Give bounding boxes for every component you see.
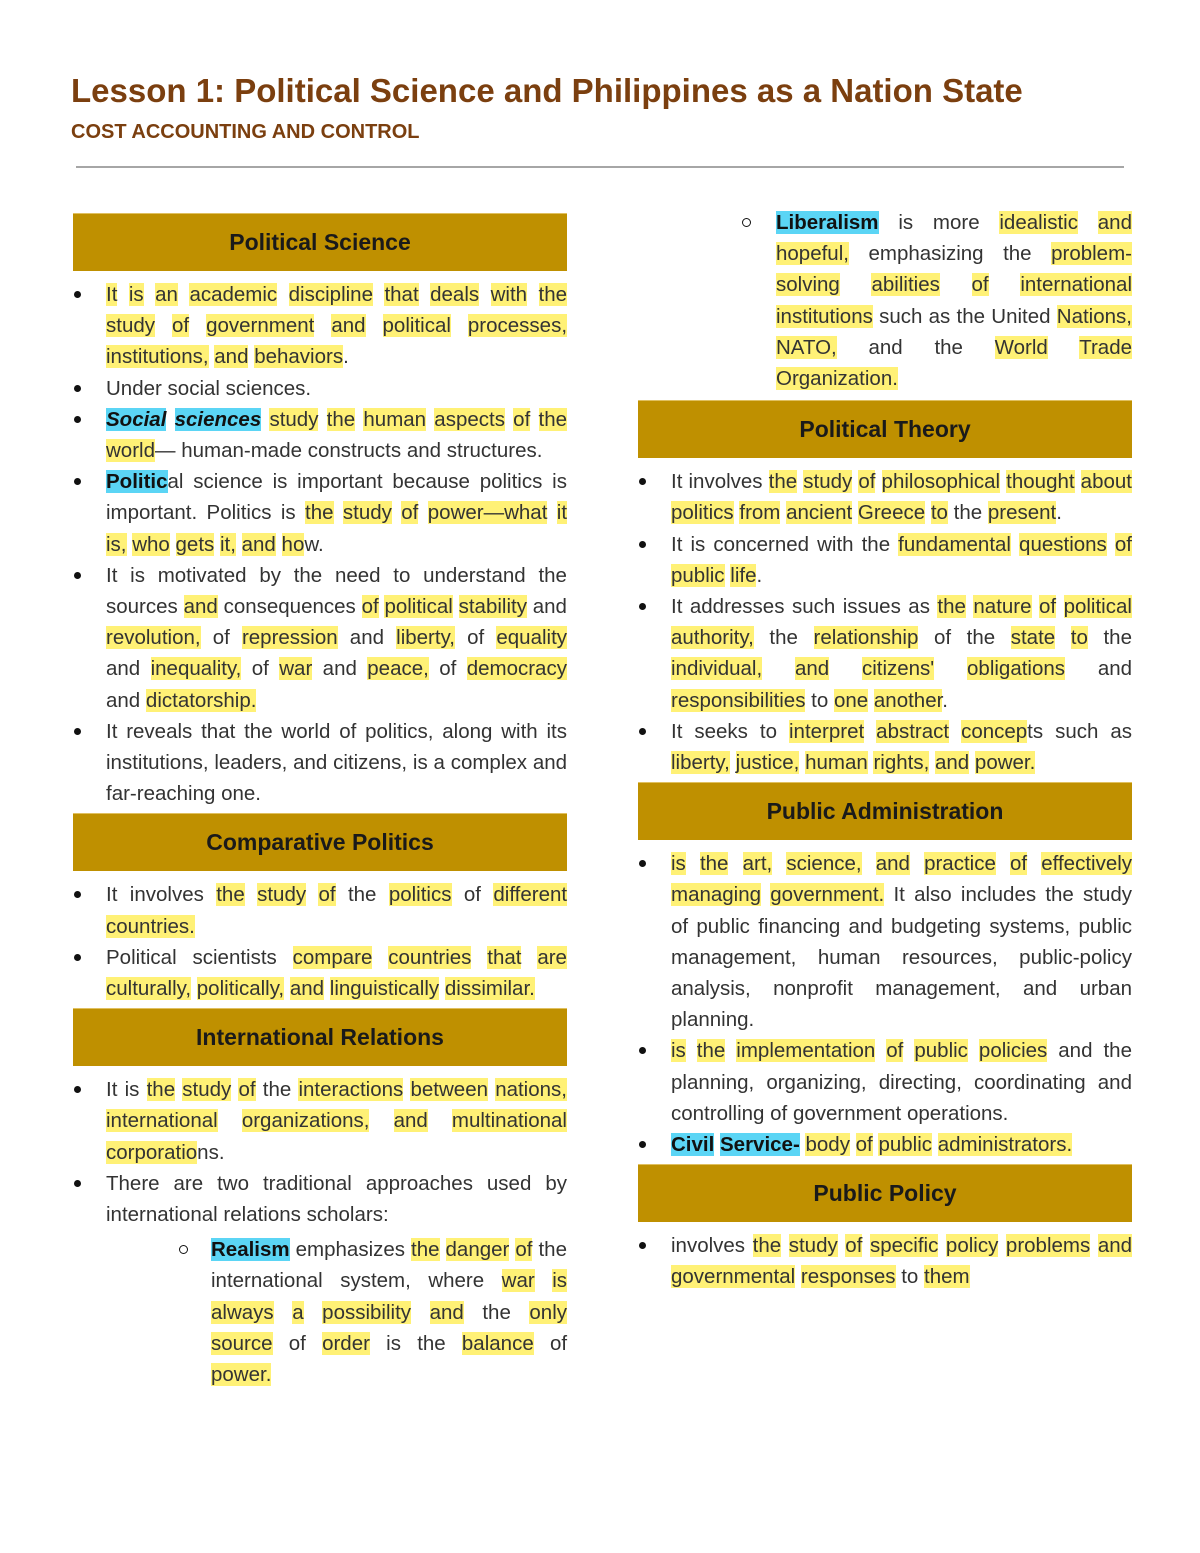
list-item: It is an academic discipline that deals with the study of government and political processes, institutions, and behaviors. — [73, 279, 567, 373]
list-item: Social sciences study the human aspects of the world— human-made constructs and structures. — [73, 404, 567, 466]
list-item: It involves the study of the politics of different countries. — [73, 879, 567, 941]
approaches-list — [73, 1234, 567, 1390]
list-item: It involves the study of philosophical thought about politics from ancient Greece to the present. — [638, 466, 1132, 528]
list-item: is the art, science, and practice of effectively managing government. It also includes the study of public financing and budgeting systems, public management, human resources, public-policy analysis, nonprofit management, and urban planning. — [638, 848, 1132, 1035]
list-item: It reveals that the world of politics, along with its institutions, leaders, and citizens, is a complex and far-reaching one. — [73, 716, 567, 810]
heading-political-theory: Political Theory — [638, 400, 1132, 458]
list-item: Civil Service- body of public administrators. — [638, 1129, 1132, 1160]
right-column — [638, 207, 1132, 1297]
list-item: Political science is important because politics is important. Politics is the study of power—what it is, who gets it, and how. — [73, 466, 567, 560]
international-relations-list — [73, 1074, 567, 1230]
list-item: Realism emphasizes the danger of the international system, where war is always a possibility and the only source of order is the balance of power. — [73, 1234, 567, 1390]
heading-comparative-politics: Comparative Politics — [73, 813, 567, 871]
page-title: Lesson 1: Political Science and Philippines as a Nation State — [71, 72, 1023, 109]
list-item: It seeks to interpret abstract concepts such as liberty, justice, human rights, and power. — [638, 716, 1132, 778]
list-item: There are two traditional approaches used by international relations scholars: — [73, 1168, 567, 1230]
list-item: It is motivated by the need to understand the sources and consequences of political stability and revolution, of repression and liberty, of equality and inequality, of war and peace, of democracy and dictatorship. — [73, 560, 567, 716]
heading-international-relations: International Relations — [73, 1008, 567, 1066]
approaches-list-continued — [638, 207, 1132, 394]
list-item: It addresses such issues as the nature of political authority, the relationship of the state to the individual, and citizens' obligations and responsibilities to one another. — [638, 591, 1132, 716]
political-science-list — [73, 279, 567, 809]
political-theory-list — [638, 466, 1132, 778]
list-item: involves the study of specific policy problems and governmental responses to them — [638, 1230, 1132, 1292]
list-item: It is the study of the interactions between nations, international organizations, and multinational corporations. — [73, 1074, 567, 1168]
heading-public-administration: Public Administration — [638, 782, 1132, 840]
list-item: is the implementation of public policies and the planning, organizing, directing, coordinating and controlling of government operations. — [638, 1035, 1132, 1129]
comparative-politics-list — [73, 879, 567, 1004]
public-policy-list — [638, 1230, 1132, 1292]
divider — [76, 166, 1124, 168]
list-item: Liberalism is more idealistic and hopeful, emphasizing the problem-solving abilities of international institutions such as the United Nations, NATO, and the World Trade Organization. — [638, 207, 1132, 394]
list-item: It is concerned with the fundamental questions of public life. — [638, 529, 1132, 591]
list-item: Under social sciences. — [73, 373, 567, 404]
left-column — [73, 213, 567, 1390]
list-item: Political scientists compare countries that are culturally, politically, and linguistically dissimilar. — [73, 942, 567, 1004]
heading-political-science: Political Science — [73, 213, 567, 271]
page-subtitle: COST ACCOUNTING AND CONTROL — [71, 121, 420, 143]
public-administration-list — [638, 848, 1132, 1160]
heading-public-policy: Public Policy — [638, 1164, 1132, 1222]
